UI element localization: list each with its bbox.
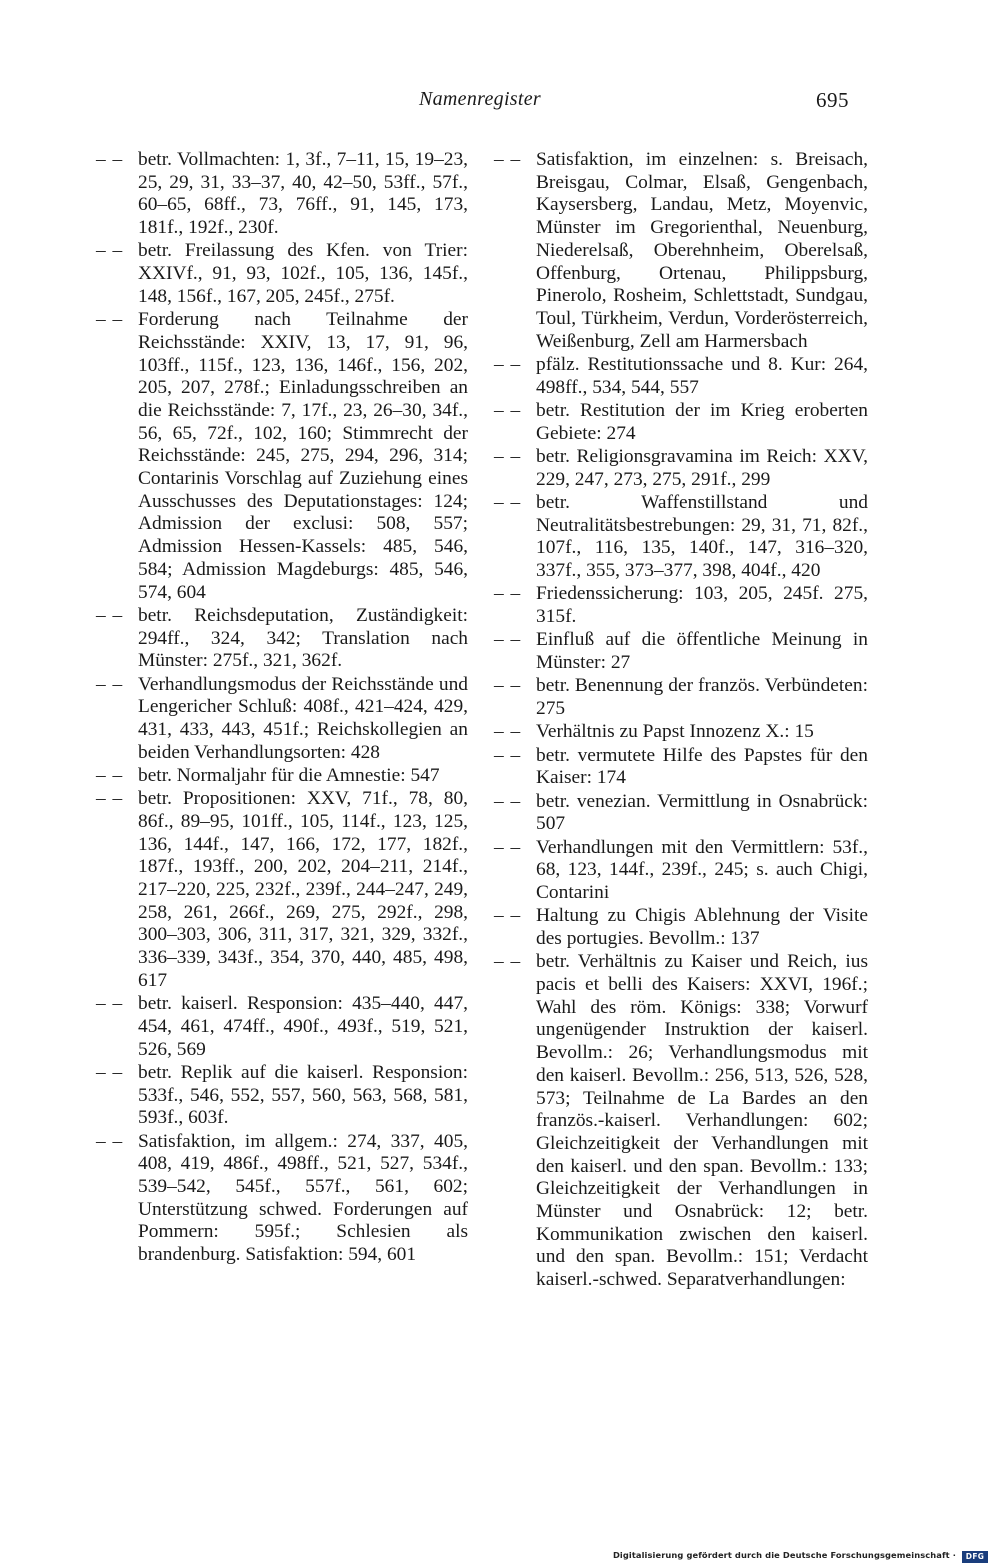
left-column xyxy=(96,149,468,1267)
index-entry xyxy=(494,951,868,1292)
entry-dash: – – xyxy=(96,309,124,331)
entry-dash: – – xyxy=(494,744,522,766)
entry-dash: – – xyxy=(494,353,522,375)
dfg-logo: DFG xyxy=(962,1551,988,1563)
entry-text: betr. Replik auf die kaiserl. Responsion: 533f., 546, 552, 557, 560, 563, 568, 581, 593f., 603f. xyxy=(138,1061,468,1129)
entry-dash: – – xyxy=(494,836,522,858)
entry-dash: – – xyxy=(96,673,124,695)
entry-dash: – – xyxy=(96,149,124,170)
entry-text: Satisfaktion, im allgem.: 274, 337, 405, 408, 419, 486f., 498ff., 521, 527, 534f., 539–542, 545f., 557f., 561, 602; Unterstützung schwed. Forderungen auf Pommern: 595f.; Schlesien als brandenburg. Satisfaktion: 594, 601 xyxy=(138,1130,468,1266)
entry-dash: – – xyxy=(96,604,124,626)
entry-text: betr. Vollmachten: 1, 3f., 7–11, 15, 19–23, 25, 29, 31, 33–37, 40, 42–50, 53ff., 57f., 60–65, 68ff., 73, 76ff., 91, 145, 173, 181f., 192f., 230f. xyxy=(138,149,468,239)
index-entry xyxy=(494,721,868,744)
index-entry xyxy=(96,149,468,240)
running-head xyxy=(0,88,1000,118)
right-column xyxy=(494,149,868,1292)
entry-dash: – – xyxy=(494,905,522,927)
entry-text: betr. Freilassung des Kfen. von Trier: XXIVf., 91, 93, 102f., 105, 136, 145f., 148, 156f., 167, 205, 245f., 275f. xyxy=(138,240,468,307)
entry-dash: – – xyxy=(494,445,522,467)
entry-text: betr. Verhältnis zu Kaiser und Reich, ius pacis et belli des Kaisers: XXVI, 196f.; Wahl des röm. Königs: 338; Vorwurf ungenügender Instruktion der kaiserl. Bevollm.: 26; Verhandlungsmodus mit den kaiserl. Bevollm.: 256, 513, 526, 528, 573; Teilnahme de La Bardes an den französ.-kaiserl. Verhandlungen: 602; Gleichzeitigkeit der Verhandlungen mit den kaiserl. und den span. Bevollm.: 133; Gleichzeitigkeit der Verhandlungen in Münster und Osnabrück: 12; betr. Kommunikation zwischen den kaiserl. und den span. Bevollm.: 151; Verdacht kaiserl.-schwed. Separatverhandlungen: xyxy=(536,951,868,1291)
index-entry xyxy=(96,1062,468,1130)
entry-text: Haltung zu Chigis Ablehnung der Visite des portugies. Bevollm.: 137 xyxy=(536,905,868,950)
entry-dash: – – xyxy=(494,583,522,605)
entry-text: betr. vermutete Hilfe des Papstes für den Kaiser: 174 xyxy=(536,744,868,789)
running-title: Namenregister xyxy=(418,88,542,110)
entry-dash: – – xyxy=(494,491,522,513)
entry-text: betr. Propositionen: XXV, 71f., 78, 80, 86f., 89–95, 101ff., 105, 114f., 123, 125, 136, 144f., 147, 166, 172, 177, 182f., 187f., 193ff., 200, 202, 204–211, 214f., 217–220, 225, 232f., 239f., 244–247, 249, 258, 261, 266f., 269, 275, 292f., 298, 300–303, 306, 311, 317, 321, 329, 332f., 336–339, 343f., 354, 370, 440, 485, 498, 617 xyxy=(138,788,468,991)
digitization-footer xyxy=(612,1547,1000,1567)
entry-text: Verhandlungsmodus der Reichsstände und Lengericher Schluß: 408f., 421–424, 429, 431, 433, 443, 451f.; Reichskollegien an beiden Verhandlungsorten: 428 xyxy=(138,673,468,763)
entry-dash: – – xyxy=(494,951,522,973)
entry-dash: – – xyxy=(96,1061,124,1083)
entry-text: betr. Normaljahr für die Amnestie: 547 xyxy=(138,764,440,786)
entry-text: Satisfaktion, im einzelnen: s. Breisach, Breisgau, Colmar, Elsaß, Gengenbach, Kaysersberg, Landau, Metz, Moyenvic, Münster im Gregorienthal, Neuenburg, Niederelsaß, Oberehnheim, Oberelsaß, Offenburg, Ortenau, Philippsburg, Pinerolo, Rosheim, Schlettstadt, Sundgau, Toul, Türkheim, Verdun, Vorderösterreich, Weißenburg, Zell am Harmersbach xyxy=(536,149,868,352)
index-entry xyxy=(494,905,868,950)
entry-text: betr. Restitution der im Krieg eroberten Gebiete: 274 xyxy=(536,399,868,444)
entry-dash: – – xyxy=(96,1130,124,1152)
entry-text: betr. Religionsgravamina im Reich: XXV, 229, 247, 273, 275, 291f., 299 xyxy=(536,445,868,490)
entry-dash: – – xyxy=(494,790,522,812)
entry-dash: – – xyxy=(96,993,124,1015)
index-entry xyxy=(494,745,868,790)
funding-credit: Digitalisierung gefördert durch die Deutsche Forschungsgemeinschaft · xyxy=(612,1550,956,1560)
entry-dash: – – xyxy=(494,399,522,421)
index-entry xyxy=(494,675,868,720)
entry-dash: – – xyxy=(96,764,124,786)
entry-text: betr. Benennung der französ. Verbündeten: 275 xyxy=(536,675,868,720)
index-entry xyxy=(96,674,468,765)
entry-text: pfälz. Restitutionssache und 8. Kur: 264, 498ff., 534, 544, 557 xyxy=(536,353,868,398)
index-entry xyxy=(96,309,468,604)
entry-text: betr. Reichsdeputation, Zuständigkeit: 294ff., 324, 342; Translation nach Münster: 275f., 321, 362f. xyxy=(138,604,468,672)
entry-text: betr. Waffenstillstand und Neutralitätsbestrebungen: 29, 31, 71, 82f., 107f., 116, 135, 140f., 147, 316–320, 337f., 355, 373–377, 398, 404f., 420 xyxy=(536,491,868,582)
page-number: 695 xyxy=(816,88,849,112)
entry-text: Friedenssicherung: 103, 205, 245f. 275, 315f. xyxy=(536,583,868,628)
index-entry xyxy=(494,400,868,445)
index-entry xyxy=(96,1131,468,1267)
index-entry xyxy=(494,583,868,628)
entry-text: betr. kaiserl. Responsion: 435–440, 447, 454, 461, 474ff., 490f., 493f., 519, 521, 526, 569 xyxy=(138,993,468,1060)
index-entry xyxy=(96,993,468,1061)
entry-text: Verhältnis zu Papst Innozenz X.: 15 xyxy=(536,721,814,743)
index-entry xyxy=(494,354,868,399)
entry-text: Forderung nach Teilnahme der Reichsstände: XXIV, 13, 17, 91, 96, 103ff., 115f., 123, 136, 146f., 156, 202, 205, 207, 278f.; Einladungsschreiben an die Reichsstände: 7, 17f., 23, 26–30, 34f., 56, 65, 72f., 102, 160; Stimmrecht der Reichsstände: 245, 275, 294, 296, 314; Contarinis Vorschlag auf Zuziehung eines Ausschusses des Deputationstages: 124; Admission der exclusi: 508, 557; Admission Hessen-Kassels: 485, 546, 584; Admission Magdeburgs: 485, 546, 574, 604 xyxy=(138,309,468,603)
entry-dash: – – xyxy=(494,721,522,743)
entry-dash: – – xyxy=(494,149,522,170)
index-entry xyxy=(96,605,468,673)
entry-dash: – – xyxy=(494,675,522,697)
index-entry xyxy=(96,788,468,992)
index-entry xyxy=(96,765,468,788)
entry-dash: – – xyxy=(96,788,124,810)
entry-text: Verhandlungen mit den Vermittlern: 53f., 68, 123, 144f., 239f., 245; s. auch Chigi, Contarini xyxy=(536,836,868,904)
index-entry xyxy=(494,492,868,583)
index-entry xyxy=(494,149,868,353)
index-entry xyxy=(494,837,868,905)
entry-dash: – – xyxy=(494,629,522,651)
index-entry xyxy=(494,791,868,836)
entry-dash: – – xyxy=(96,240,124,262)
entry-text: betr. venezian. Vermittlung in Osnabrück: 507 xyxy=(536,790,868,835)
entry-text: Einfluß auf die öffentliche Meinung in Münster: 27 xyxy=(536,629,868,674)
index-entry xyxy=(494,629,868,674)
index-entry xyxy=(96,240,468,308)
index-entry xyxy=(494,446,868,491)
